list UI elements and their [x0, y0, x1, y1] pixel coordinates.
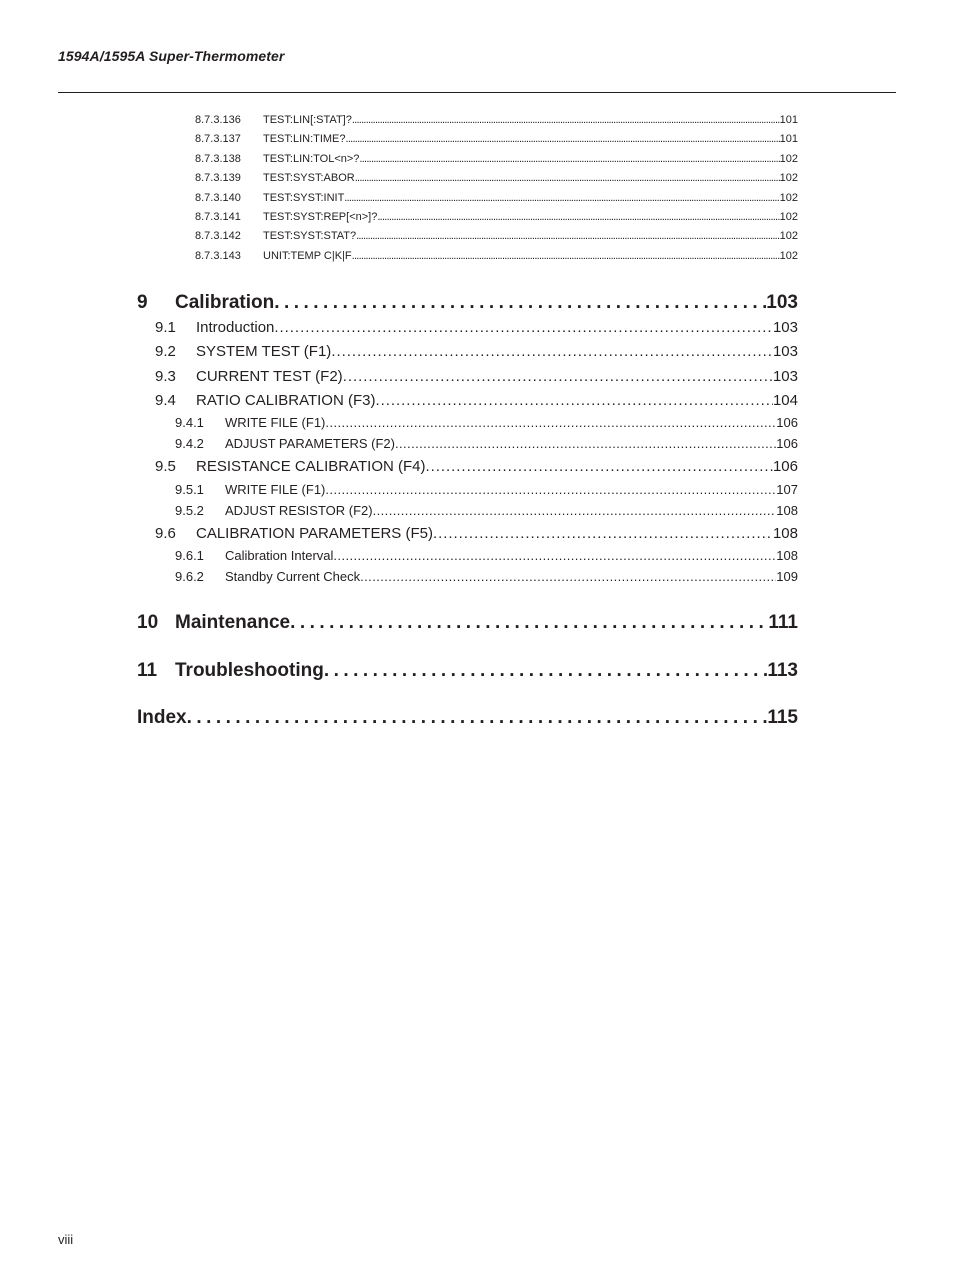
toc-subsection-title: WRITE FILE (F1) [225, 482, 326, 497]
toc-subsection-page: 107 [776, 482, 798, 497]
toc-subsection-page: 108 [776, 548, 798, 563]
toc-section-page: 103 [772, 319, 798, 336]
dot-leader [373, 503, 777, 518]
toc-entry-8-7-3-138[interactable] [195, 153, 798, 165]
toc-entry-number: 8.7.3.142 [195, 230, 241, 242]
toc-section-title: CURRENT TEST (F2) [196, 368, 343, 385]
toc-section-9-5[interactable] [155, 458, 798, 475]
toc-section-page: 106 [772, 458, 798, 475]
toc-section-page: 108 [772, 525, 798, 542]
toc-subsection-number: 9.5.1 [175, 482, 204, 497]
toc-entry-page: 102 [779, 192, 798, 204]
toc-section-title: RESISTANCE CALIBRATION (F4) [196, 458, 426, 475]
toc-index-title: Index [137, 707, 187, 728]
dot-leader [356, 230, 780, 242]
running-header-title: 1594A/1595A Super-Thermometer [58, 48, 285, 64]
toc-entry-8-7-3-140[interactable] [195, 192, 798, 204]
toc-section-9-6[interactable] [155, 525, 798, 542]
toc-subsection-9-6-1[interactable] [175, 548, 798, 563]
toc-entry-title: TEST:LIN:TOL<n>? [263, 153, 360, 165]
toc-section-title: SYSTEM TEST (F1) [196, 343, 332, 360]
toc-entry-title: TEST:SYST:ABOR [263, 172, 355, 184]
toc-chapter-page: 111 [768, 612, 798, 633]
toc-section-9-2[interactable] [155, 343, 798, 360]
toc-section-number: 9.2 [155, 343, 176, 360]
toc-subsection-title: ADJUST RESISTOR (F2) [225, 503, 373, 518]
dot-leader [395, 436, 776, 451]
toc-section-title: RATIO CALIBRATION (F3) [196, 392, 376, 409]
toc-entry-page: 102 [779, 250, 798, 262]
toc-chapter-page: 103 [766, 292, 798, 313]
toc-entry-8-7-3-139[interactable] [195, 172, 798, 184]
toc-section-9-1[interactable] [155, 319, 798, 336]
dot-leader [343, 368, 773, 385]
dot-leader [375, 392, 773, 409]
toc-subsection-title: Calibration Interval [225, 548, 334, 563]
dot-leader [359, 153, 779, 165]
dot-leader [274, 292, 766, 314]
toc-entry-number: 8.7.3.137 [195, 133, 241, 145]
toc-subsection-9-4-1[interactable] [175, 415, 798, 430]
toc-subsection-9-5-1[interactable] [175, 482, 798, 497]
toc-chapter-number: 10 [137, 612, 159, 633]
toc-subsection-title: Standby Current Check [225, 569, 361, 584]
dot-leader [290, 612, 768, 634]
toc-subsection-number: 9.5.2 [175, 503, 204, 518]
toc-subsection-page: 108 [776, 503, 798, 518]
dot-leader [274, 319, 773, 336]
toc-chapter-11[interactable] [137, 660, 798, 682]
toc-entry-number: 8.7.3.139 [195, 172, 241, 184]
toc-entry-page: 102 [779, 230, 798, 242]
dot-leader [325, 415, 776, 430]
toc-chapter-number: 11 [137, 660, 158, 681]
toc-subsection-9-4-2[interactable] [175, 436, 798, 451]
toc-entry-number: 8.7.3.141 [195, 211, 241, 223]
dot-leader [331, 343, 773, 360]
toc-section-page: 104 [772, 392, 798, 409]
toc-section-title: CALIBRATION PARAMETERS (F5) [196, 525, 433, 542]
toc-entry-title: TEST:SYST:STAT? [263, 230, 357, 242]
toc-section-9-3[interactable] [155, 368, 798, 385]
toc-section-title: Introduction [196, 319, 275, 336]
toc-chapter-title: Calibration [175, 292, 275, 313]
toc-section-number: 9.4 [155, 392, 176, 409]
toc-entry-title: TEST:LIN[:STAT]? [263, 114, 352, 126]
toc-subsection-number: 9.4.1 [175, 415, 204, 430]
toc-entry-8-7-3-137[interactable] [195, 133, 798, 145]
toc-entry-page: 102 [779, 172, 798, 184]
toc-entry-title: TEST:SYST:INIT [263, 192, 345, 204]
toc-entry-number: 8.7.3.138 [195, 153, 241, 165]
toc-section-page: 103 [772, 368, 798, 385]
toc-entry-number: 8.7.3.140 [195, 192, 241, 204]
dot-leader [352, 250, 780, 262]
dot-leader [325, 482, 776, 497]
toc-subsection-page: 106 [776, 436, 798, 451]
dot-leader [352, 114, 780, 126]
toc-entry-page: 101 [779, 114, 798, 126]
toc-subsection-page: 106 [776, 415, 798, 430]
dot-leader [324, 660, 768, 682]
toc-entry-8-7-3-136[interactable] [195, 114, 798, 126]
toc-section-page: 103 [772, 343, 798, 360]
header-rule [58, 92, 896, 93]
toc-entry-number: 8.7.3.136 [195, 114, 241, 126]
toc-subsection-number: 9.6.2 [175, 569, 204, 584]
page-number: viii [58, 1232, 74, 1247]
toc-chapter-page: 113 [767, 660, 798, 681]
dot-leader [333, 548, 776, 563]
dot-leader [344, 192, 779, 204]
toc-subsection-title: WRITE FILE (F1) [225, 415, 326, 430]
toc-entry-8-7-3-141[interactable] [195, 211, 798, 223]
toc-subsection-number: 9.4.2 [175, 436, 204, 451]
dot-leader [433, 525, 773, 542]
toc-entry-page: 102 [779, 153, 798, 165]
toc-entry-page: 101 [779, 133, 798, 145]
toc-entry-title: UNIT:TEMP C|K|F [263, 250, 352, 262]
toc-chapter-title: Maintenance [175, 612, 291, 633]
toc-section-9-4[interactable] [155, 392, 798, 409]
toc-subsection-9-5-2[interactable] [175, 503, 798, 518]
toc-section-number: 9.6 [155, 525, 176, 542]
dot-leader [377, 211, 779, 223]
dot-leader [425, 458, 772, 475]
toc-section-number: 9.1 [155, 319, 176, 336]
toc-entry-page: 102 [779, 211, 798, 223]
toc-entry-title: TEST:SYST:REP[<n>]? [263, 211, 378, 223]
toc-section-number: 9.5 [155, 458, 176, 475]
toc-index[interactable] [137, 707, 798, 729]
toc-chapter-9[interactable] [137, 292, 798, 314]
toc-chapter-title: Troubleshooting [175, 660, 324, 681]
toc-subsection-title: ADJUST PARAMETERS (F2) [225, 436, 395, 451]
dot-leader [346, 133, 780, 145]
toc-entry-8-7-3-143[interactable] [195, 250, 798, 262]
toc-entry-number: 8.7.3.143 [195, 250, 241, 262]
dot-leader [360, 569, 776, 584]
toc-index-page: 115 [767, 707, 798, 728]
toc-subsection-9-6-2[interactable] [175, 569, 798, 584]
toc-section-number: 9.3 [155, 368, 176, 385]
dot-leader [355, 172, 780, 184]
toc-entry-title: TEST:LIN:TIME? [263, 133, 346, 145]
toc-entry-8-7-3-142[interactable] [195, 230, 798, 242]
dot-leader [187, 707, 768, 729]
toc-chapter-number: 9 [137, 292, 148, 313]
toc-subsection-page: 109 [776, 569, 798, 584]
toc-subsection-number: 9.6.1 [175, 548, 204, 563]
toc-chapter-10[interactable] [137, 612, 798, 634]
